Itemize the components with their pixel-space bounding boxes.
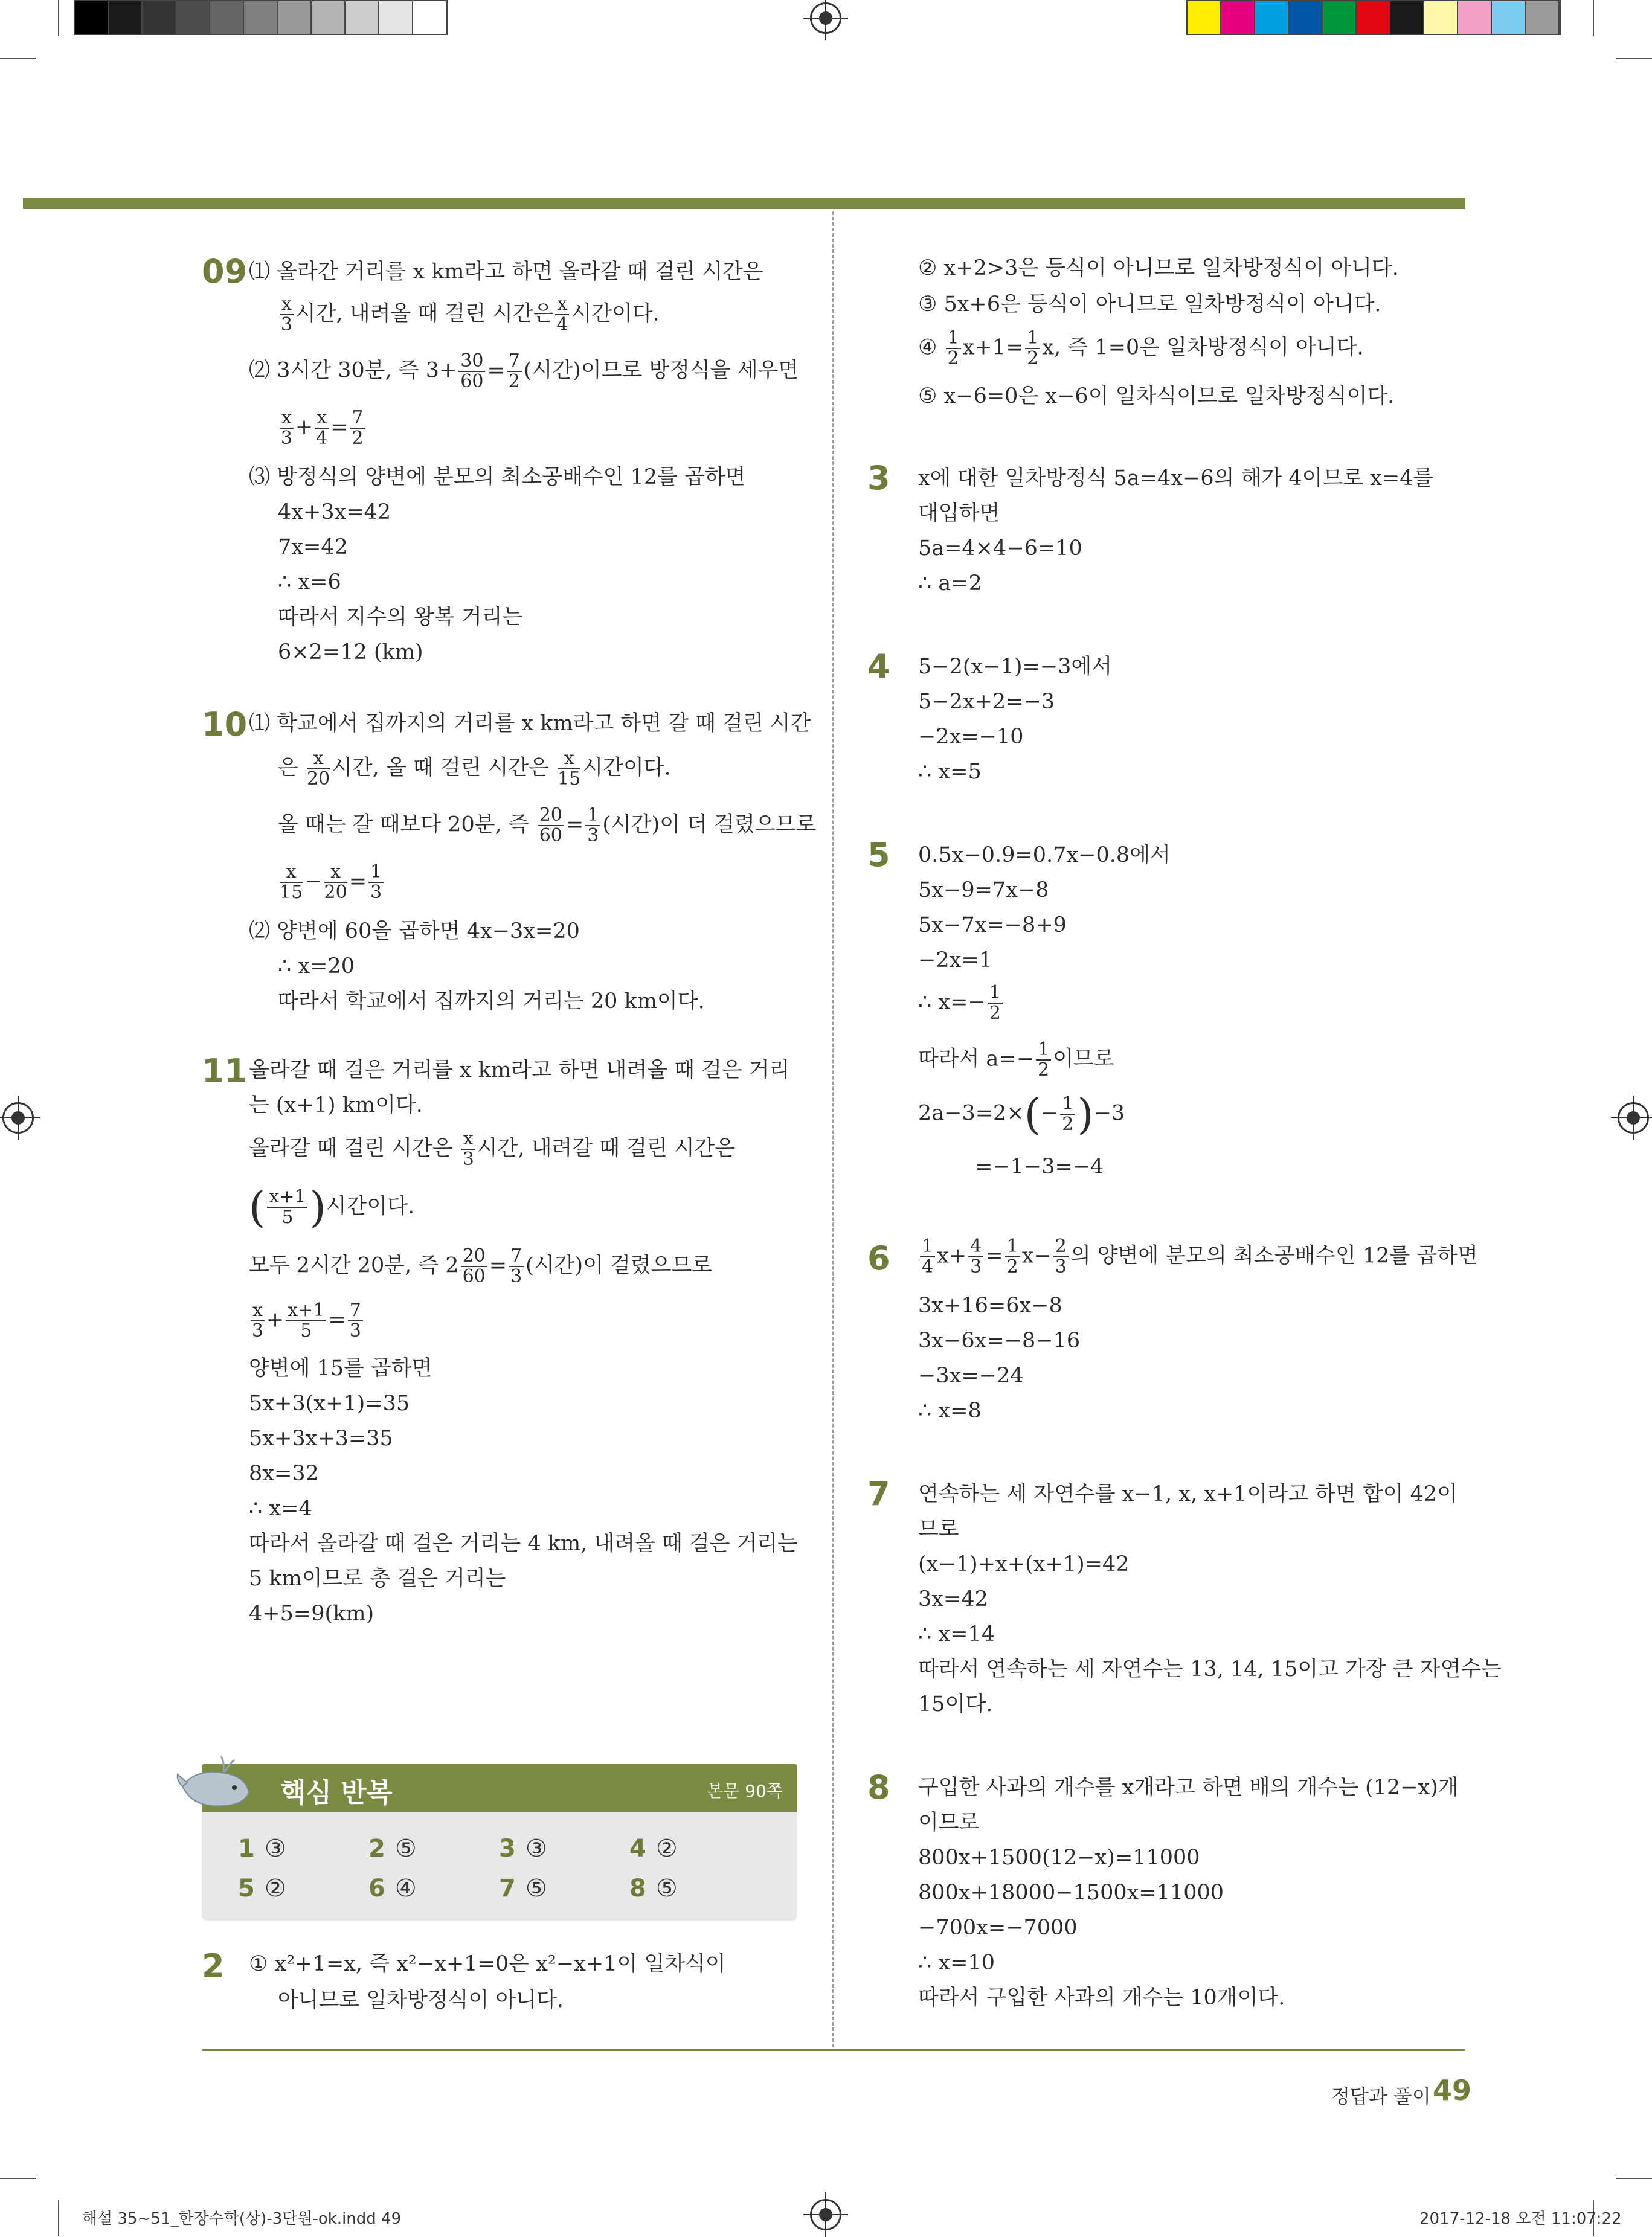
text-line: ① x²+1=x, 즉 x²−x+1=0은 x²−x+1이 일차식이 — [249, 1952, 726, 1976]
fraction: $\frac{7}{3}$ — [509, 1247, 524, 1286]
registration-mark-top — [810, 2, 841, 34]
answer-item: 2 ⑤ — [368, 1835, 417, 1863]
crop-mark — [0, 2178, 36, 2179]
equation-line: 3x−6x=−8−16 — [918, 1329, 1081, 1353]
crop-mark — [58, 0, 59, 36]
text-line: 은 $\frac{x}{20}$ 시간, 올 때 걸린 시간은 $\frac{x}{15}$ 시간이다. — [278, 748, 671, 789]
problem-number: 7 — [867, 1475, 890, 1513]
swatch — [278, 1, 312, 34]
text-line: 이므로 — [918, 1811, 980, 1835]
text-line: x에 대한 일차방정식 5a=4x−6의 해가 4이므로 x=4를 — [918, 466, 1434, 490]
text-line: 올라갈 때 걸린 시간은 $\frac{x}{3}$ 시간, 내려갈 때 걸린 시간은 — [249, 1128, 736, 1170]
text-line: 모두 2시간 20분, 즉 2 $\frac{20}{60}$ = $\frac{7}{3}$ (시간)이 걸렸으므로 — [249, 1245, 713, 1287]
equation-line: 3x=42 — [918, 1587, 988, 1611]
equation-line: ∴ x=5 — [918, 760, 982, 784]
right-paren: ) — [309, 1183, 326, 1232]
equation-line: 800x+1500(12−x)=11000 — [918, 1846, 1200, 1870]
fraction: $\frac{4}{3}$ — [968, 1237, 983, 1277]
text-line: ④ $\frac{1}{2}$ x+1= $\frac{1}{2}$ x, 즉 1=0은 일차방정식이 아니다. — [918, 327, 1364, 369]
equation-line: 8x=32 — [249, 1462, 319, 1486]
swatch — [176, 1, 210, 34]
equation-line: ∴ x=10 — [918, 1951, 995, 1975]
core-repeat-page-ref: 본문 90쪽 — [707, 1781, 783, 1801]
text-line: ⑵ 양변에 60을 곱하면 4x−3x=20 — [249, 919, 580, 943]
equation-line: 0.5x−0.9=0.7x−0.8에서 — [918, 843, 1171, 867]
swatch — [1289, 1, 1323, 34]
equation-line: 800x+18000−1500x=11000 — [918, 1881, 1224, 1905]
process-color-bar — [1186, 0, 1561, 35]
equation-line: 5x+3(x+1)=35 — [249, 1391, 410, 1416]
swatch — [1357, 1, 1390, 34]
equation-line: 5−2x+2=−3 — [918, 690, 1055, 714]
equation-line: 2a−3=2×(− $\frac{1}{2}$ )−3 — [918, 1090, 1125, 1139]
equation-line: 3x+16=6x−8 — [918, 1294, 1062, 1318]
text-line: 따라서 a=− $\frac{1}{2}$ 이므로 — [918, 1039, 1114, 1080]
core-repeat-title: 핵심 반복 — [280, 1777, 393, 1808]
fraction: $\frac{1}{2}$ — [1005, 1237, 1020, 1277]
column-separator — [832, 211, 834, 2047]
swatch — [413, 1, 447, 34]
core-repeat-answers — [202, 1812, 797, 1921]
answer-item: 3 ③ — [499, 1835, 547, 1863]
text-line: ⑤ x−6=0은 x−6이 일차식이므로 일차방정식이다. — [918, 384, 1395, 408]
problem-number: 8 — [867, 1768, 890, 1806]
equation-line: 7x=42 — [278, 535, 348, 559]
problem-number: 6 — [867, 1239, 890, 1277]
fraction: $\frac{7}{3}$ — [348, 1301, 363, 1341]
text-line: $\frac{x}{3}$ 시간, 내려올 때 걸린 시간은 $\frac{x}{4}$ 시간이다. — [280, 294, 660, 335]
swatch — [312, 1, 346, 34]
fraction: $\frac{x}{3}$ — [462, 1128, 474, 1170]
fraction: $\frac{1}{2}$ — [1036, 1040, 1051, 1080]
core-repeat-header — [202, 1764, 797, 1812]
crop-mark — [1593, 0, 1594, 36]
equation-line: (x−1)+x+(x+1)=42 — [918, 1552, 1130, 1576]
text-line: 양변에 15를 곱하면 — [249, 1356, 432, 1381]
bottom-rule — [202, 2049, 1465, 2051]
swatch — [1526, 1, 1560, 34]
swatch — [244, 1, 278, 34]
text-line: ⑶ 방정식의 양변에 분모의 최소공배수인 12를 곱하면 — [249, 465, 746, 489]
swatch — [1492, 1, 1526, 34]
answer-item: 7 ⑤ — [499, 1875, 547, 1902]
problem-number: 2 — [202, 1947, 225, 1985]
swatch — [143, 1, 176, 34]
text-line: 15이다. — [918, 1692, 993, 1716]
problem-number: 4 — [867, 647, 890, 685]
text-line: ⑴ 올라간 거리를 x km라고 하면 올라갈 때 걸린 시간은 — [249, 260, 763, 284]
text-line: ⑴ 학교에서 집까지의 거리를 x km라고 하면 갈 때 걸린 시간 — [249, 711, 811, 736]
fraction: $\frac{x}{20}$ — [306, 748, 330, 789]
registration-mark-right — [1618, 1102, 1649, 1134]
registration-mark-left — [2, 1102, 34, 1134]
equation-line: 4+5=9(km) — [249, 1602, 374, 1626]
equation-line: 5a=4×4−6=10 — [918, 536, 1082, 560]
equation-line: $\frac{x}{3}$ + $\frac{x+1}{5}$ = $\frac{7}{3}$ — [249, 1301, 365, 1341]
swatch — [1458, 1, 1492, 34]
fraction: $\frac{x}{3}$ — [280, 294, 292, 335]
text-line: 따라서 구입한 사과의 개수는 10개이다. — [918, 1986, 1285, 2010]
text-line: $\frac{1}{4}$ x+ $\frac{4}{3}$ = $\frac{1}{2}$ x− $\frac{2}{3}$ 의 양변에 분모의 최소공배수인 12를 곱하면 — [918, 1237, 1478, 1277]
answer-item: 8 ⑤ — [629, 1875, 678, 1902]
problem-number: 3 — [867, 459, 890, 497]
fraction: $\frac{x+1}{5}$ — [286, 1301, 326, 1341]
equation-line: =−1−3=−4 — [975, 1155, 1104, 1179]
problem-number: 10 — [202, 705, 248, 743]
swatch — [1424, 1, 1458, 34]
answer-item: 5 ② — [238, 1875, 286, 1902]
fraction: $\frac{x}{3}$ — [280, 407, 292, 449]
text-line: ( $\frac{x+1}{5}$ )시간이다. — [249, 1183, 415, 1232]
text-line: 올 때는 갈 때보다 20분, 즉 $\frac{20}{60}$ = $\frac{1}{3}$ (시간)이 더 걸렸으므로 — [278, 804, 817, 846]
equation-line: −2x=−10 — [918, 725, 1024, 749]
left-paren: ( — [249, 1183, 266, 1232]
equation-line: 5x−7x=−8+9 — [918, 913, 1067, 937]
page-label: 정답과 풀이 — [1331, 2085, 1431, 2108]
fraction: $\frac{7}{2}$ — [350, 408, 365, 448]
text-line: 므로 — [918, 1517, 959, 1541]
swatch — [1390, 1, 1424, 34]
fraction: $\frac{1}{2}$ — [946, 329, 961, 368]
fraction: $\frac{1}{4}$ — [920, 1237, 935, 1277]
problem-number: 09 — [202, 252, 248, 290]
fraction: $\frac{x+1}{5}$ — [267, 1187, 307, 1227]
equation-line: −3x=−24 — [918, 1364, 1024, 1388]
text-line: 따라서 학교에서 집까지의 거리는 20 km이다. — [278, 989, 705, 1013]
fraction: $\frac{x}{15}$ — [558, 748, 581, 789]
swatch — [1188, 1, 1221, 34]
problem-number: 5 — [867, 836, 890, 874]
text-line: ⑵ 3시간 30분, 즉 3+ $\frac{30}{60}$ = $\frac{7}{2}$ (시간)이므로 방정식을 세우면 — [249, 350, 799, 392]
registration-mark-bottom — [810, 2199, 841, 2230]
footer-filename: 해설 35~51_한장수학(상)-3단원-ok.indd 49 — [82, 2210, 402, 2228]
equation-line: $\frac{x}{15}$ − $\frac{x}{20}$ = $\frac{1}{3}$ — [278, 862, 385, 902]
equation-line: ∴ x=14 — [918, 1622, 995, 1646]
equation-line: 5x−9=7x−8 — [918, 878, 1049, 902]
text-line: 따라서 연속하는 세 자연수는 13, 14, 15이고 가장 큰 자연수는 — [918, 1657, 1502, 1681]
text-line: 따라서 올라갈 때 걸은 거리는 4 km, 내려올 때 걸은 거리는 — [249, 1532, 799, 1556]
crop-mark — [58, 2200, 59, 2236]
swatch — [1323, 1, 1357, 34]
equation-line: ∴ x=− $\frac{1}{2}$ — [918, 983, 1004, 1023]
top-accent-band — [23, 198, 1465, 209]
equation-line: ∴ x=6 — [278, 570, 341, 594]
fraction: $\frac{1}{2}$ — [1060, 1094, 1075, 1134]
page-number: 49 — [1433, 2074, 1472, 2107]
equation-line: ∴ x=8 — [918, 1399, 982, 1423]
whale-icon — [176, 1750, 255, 1817]
swatch — [379, 1, 413, 34]
fraction: $\frac{1}{2}$ — [1025, 329, 1040, 368]
swatch — [75, 1, 109, 34]
text-line: 대입하면 — [918, 501, 1000, 525]
text-line: ③ 5x+6은 등식이 아니므로 일차방정식이 아니다. — [918, 292, 1381, 316]
swatch — [210, 1, 244, 34]
right-paren: ) — [1077, 1090, 1094, 1139]
equation-line: ∴ x=20 — [278, 954, 355, 978]
text-line: 는 (x+1) km이다. — [249, 1093, 423, 1117]
swatch — [1221, 1, 1255, 34]
fraction: $\frac{20}{60}$ — [461, 1247, 487, 1286]
equation-line: 6×2=12 (km) — [278, 640, 423, 664]
left-paren: ( — [1024, 1090, 1041, 1139]
fraction: $\frac{30}{60}$ — [458, 351, 485, 391]
answer-item: 6 ④ — [368, 1875, 417, 1902]
fraction: $\frac{20}{60}$ — [538, 806, 564, 846]
swatch — [1255, 1, 1289, 34]
text-line: ② x+2>3은 등식이 아니므로 일차방정식이 아니다. — [918, 256, 1399, 280]
text-line: 연속하는 세 자연수를 x−1, x, x+1이라고 하면 합이 42이 — [918, 1482, 1458, 1506]
fraction: $\frac{1}{2}$ — [988, 983, 1003, 1023]
swatch — [109, 1, 143, 34]
equation-line: 4x+3x=42 — [278, 500, 391, 524]
fraction: $\frac{x}{4}$ — [316, 407, 328, 449]
crop-mark — [0, 58, 36, 59]
equation-line: ∴ x=4 — [249, 1497, 312, 1521]
equation-line: ∴ a=2 — [918, 571, 982, 595]
problem-number: 11 — [202, 1052, 248, 1090]
fraction: $\frac{1}{3}$ — [585, 806, 600, 846]
text-line: 아니므로 일차방정식이 아니다. — [278, 1988, 564, 2012]
fraction: $\frac{7}{2}$ — [507, 351, 522, 391]
fraction: $\frac{x}{15}$ — [280, 861, 303, 903]
equation-line: $\frac{x}{3}$ + $\frac{x}{4}$ = $\frac{7}{2}$ — [278, 408, 367, 448]
fraction: $\frac{2}{3}$ — [1053, 1237, 1069, 1277]
text-line: 올라갈 때 걸은 거리를 x km라고 하면 내려올 때 걸은 거리 — [249, 1058, 790, 1082]
equation-line: −700x=−7000 — [918, 1916, 1078, 1940]
fraction: $\frac{1}{3}$ — [368, 862, 384, 902]
equation-line: 5x+3x+3=35 — [249, 1427, 393, 1451]
text-line: 따라서 지수의 왕복 거리는 — [278, 605, 523, 629]
fraction: $\frac{x}{20}$ — [324, 861, 347, 903]
footer-datetime: 2017-12-18 오전 11:07:22 — [1419, 2210, 1622, 2228]
crop-mark — [1616, 58, 1652, 59]
crop-mark — [1616, 2178, 1652, 2179]
text-line: 5 km이므로 총 걸은 거리는 — [249, 1567, 506, 1591]
fraction: $\frac{x}{4}$ — [556, 294, 568, 335]
text-line: 구입한 사과의 개수를 x개라고 하면 배의 개수는 (12−x)개 — [918, 1776, 1459, 1800]
answer-item: 1 ③ — [238, 1835, 286, 1863]
answer-item: 4 ② — [629, 1835, 678, 1863]
fraction: $\frac{x}{3}$ — [251, 1300, 263, 1341]
gray-color-bar — [74, 0, 448, 35]
equation-line: 5−2(x−1)=−3에서 — [918, 655, 1113, 679]
swatch — [346, 1, 379, 34]
equation-line: −2x=1 — [918, 948, 992, 972]
